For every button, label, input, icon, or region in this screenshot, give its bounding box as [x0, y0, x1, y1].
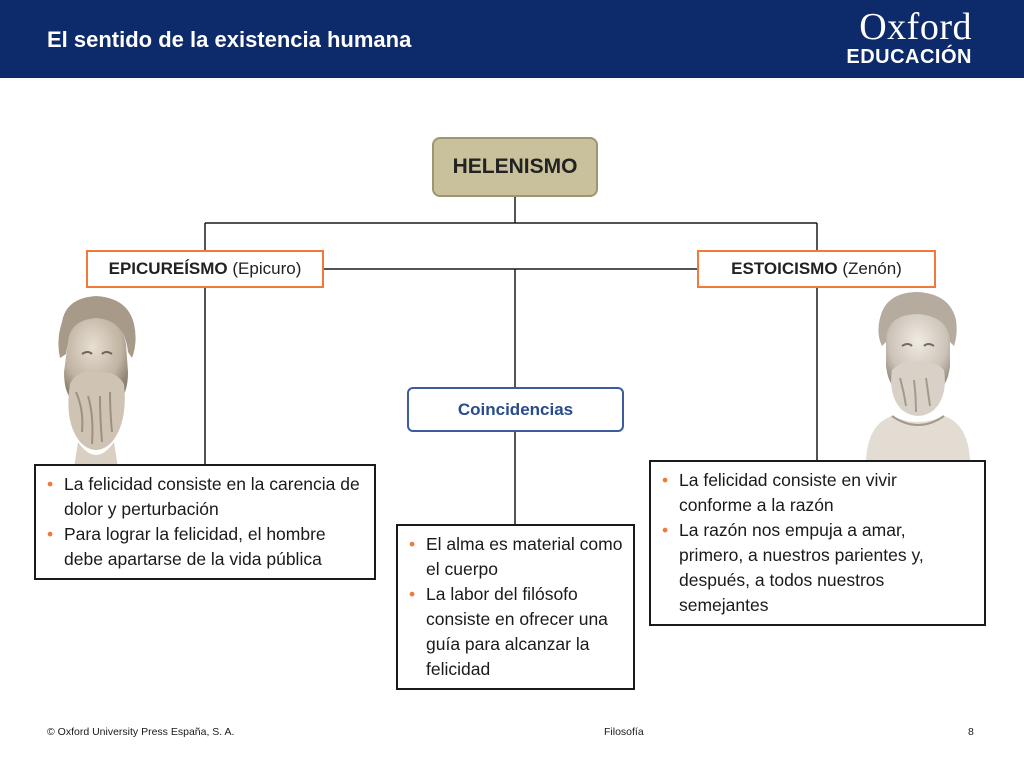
school-epicureanism	[86, 250, 324, 288]
list-item: • Para lograr la felicidad, el hombre debe apartarse de la vida pública	[44, 522, 364, 572]
root-node: HELENISMO	[432, 137, 598, 197]
school-author: (Zenón)	[842, 259, 902, 278]
list-item: • La felicidad consiste en la carencia de dolor y perturbación	[44, 472, 364, 522]
zeno-bust-image	[862, 288, 972, 460]
logo-sub-text: EDUCACIÓN	[846, 46, 972, 68]
school-author: (Epicuro)	[232, 259, 302, 278]
logo-main-text: Oxford	[859, 6, 972, 48]
footer-copyright: © Oxford University Press España, S. A.	[47, 726, 235, 738]
list-item: • La labor del filósofo consiste en ofrecer una guía para alcanzar la felicidad	[406, 582, 623, 682]
epicurus-bust-image	[48, 292, 144, 468]
list-item: • La felicidad consiste en vivir conforme a la razón	[659, 468, 974, 518]
school-name: EPICUREÍSMO	[108, 259, 228, 278]
footer-subject: Filosofía	[604, 726, 644, 738]
epicureanism-points	[34, 464, 376, 580]
list-item: • La razón nos empuja a amar, primero, a nuestros parientes y, después, a todos nuestros semejantes	[659, 518, 974, 618]
coincidences-points	[396, 524, 635, 690]
list-item: • El alma es material como el cuerpo	[406, 532, 623, 582]
school-stoicism	[697, 250, 936, 288]
coincidences-node: Coincidencias	[407, 387, 624, 432]
page-title: El sentido de la existencia humana	[47, 27, 412, 52]
stoicism-points	[649, 460, 986, 626]
footer-page-number: 8	[968, 726, 974, 738]
school-name: ESTOICISMO	[731, 259, 838, 278]
